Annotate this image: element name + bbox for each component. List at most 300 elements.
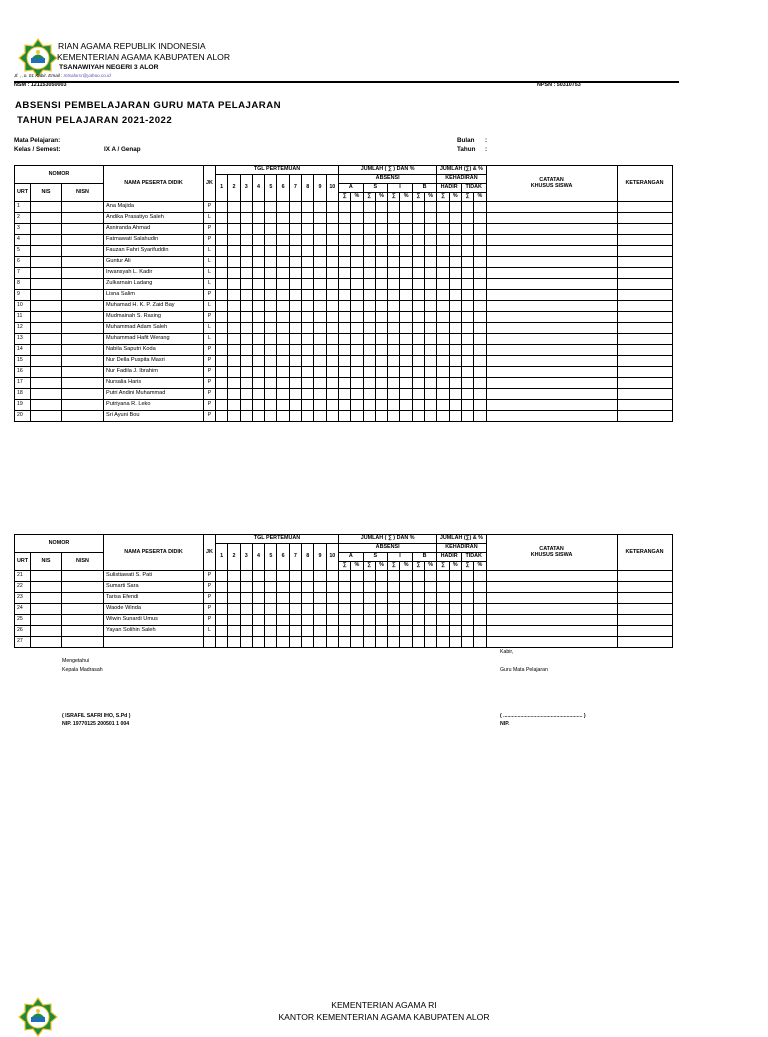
row-attendance-cell	[240, 411, 252, 422]
row-attendance-cell	[375, 604, 387, 615]
row-gender: P	[204, 400, 216, 411]
row-attendance-cell	[228, 257, 240, 268]
row-number: 16	[15, 367, 31, 378]
row-attendance-cell	[412, 411, 424, 422]
next-page-line1: KEMENTERIAN AGAMA RI	[331, 1000, 437, 1010]
row-nis	[31, 202, 62, 213]
header-keterangan: KETERANGAN	[617, 535, 672, 571]
row-attendance-cell	[289, 593, 301, 604]
row-remarks	[617, 571, 672, 582]
header-meeting-4: 4	[252, 544, 264, 571]
row-attendance-cell	[351, 235, 363, 246]
row-attendance-cell	[302, 378, 314, 389]
row-attendance-cell	[412, 235, 424, 246]
row-nisn	[62, 615, 104, 626]
row-attendance-cell	[228, 334, 240, 345]
row-attendance-cell	[314, 400, 326, 411]
row-attendance-cell	[400, 389, 412, 400]
header-nisn: NISN	[62, 184, 104, 202]
row-attendance-cell	[474, 411, 486, 422]
row-student-name: Nur Della Puspita Masri	[104, 356, 204, 367]
row-attendance-cell	[314, 279, 326, 290]
table-row	[15, 257, 673, 268]
row-attendance-cell	[375, 637, 387, 648]
row-attendance-cell	[265, 411, 277, 422]
npsn-label: NPSN : 50310753	[537, 82, 581, 88]
row-notes	[486, 367, 617, 378]
row-attendance-cell	[425, 257, 437, 268]
row-attendance-cell	[216, 400, 228, 411]
row-attendance-cell	[400, 615, 412, 626]
row-attendance-cell	[265, 290, 277, 301]
row-attendance-cell	[216, 213, 228, 224]
header-catatan-line1: CATATAN	[539, 546, 564, 553]
row-nisn	[62, 235, 104, 246]
row-number: 20	[15, 411, 31, 422]
row-attendance-cell	[302, 224, 314, 235]
row-attendance-cell	[461, 312, 473, 323]
row-nisn	[62, 637, 104, 648]
row-attendance-cell	[425, 615, 437, 626]
row-attendance-cell	[228, 345, 240, 356]
row-attendance-cell	[437, 615, 449, 626]
signature-place: Kabir,	[500, 649, 514, 655]
row-student-name: Nursalia Haris	[104, 378, 204, 389]
row-attendance-cell	[326, 224, 338, 235]
row-attendance-cell	[314, 637, 326, 648]
table-row	[15, 202, 673, 213]
row-attendance-cell	[461, 301, 473, 312]
row-attendance-cell	[412, 334, 424, 345]
row-attendance-cell	[228, 290, 240, 301]
attendance-table-1	[14, 165, 673, 422]
row-attendance-cell	[351, 582, 363, 593]
row-attendance-cell	[228, 224, 240, 235]
header-meeting-9: 9	[314, 175, 326, 202]
row-attendance-cell	[228, 571, 240, 582]
row-gender: P	[204, 411, 216, 422]
row-attendance-cell	[449, 367, 461, 378]
row-gender: P	[204, 615, 216, 626]
row-attendance-cell	[277, 290, 289, 301]
row-attendance-cell	[388, 637, 400, 648]
row-nisn	[62, 356, 104, 367]
header-jumlah: JUMLAH ( ∑ ) DAN %	[338, 166, 436, 175]
row-nis	[31, 312, 62, 323]
row-attendance-cell	[474, 604, 486, 615]
row-nisn	[62, 626, 104, 637]
row-attendance-cell	[449, 213, 461, 224]
row-attendance-cell	[240, 593, 252, 604]
row-attendance-cell	[388, 582, 400, 593]
row-attendance-cell	[314, 290, 326, 301]
header-jumlah: JUMLAH ( ∑ ) DAN %	[338, 535, 436, 544]
row-attendance-cell	[363, 356, 375, 367]
row-gender: P	[204, 571, 216, 582]
row-attendance-cell	[265, 378, 277, 389]
row-attendance-cell	[216, 626, 228, 637]
row-attendance-cell	[252, 268, 264, 279]
row-attendance-cell	[425, 356, 437, 367]
table-row	[15, 213, 673, 224]
row-attendance-cell	[437, 312, 449, 323]
row-number: 14	[15, 345, 31, 356]
header-absen-s: S	[363, 553, 388, 562]
row-attendance-cell	[461, 246, 473, 257]
row-attendance-cell	[228, 367, 240, 378]
row-attendance-cell	[338, 367, 350, 378]
header-urt: URT	[15, 553, 31, 571]
row-attendance-cell	[314, 312, 326, 323]
row-attendance-cell	[375, 615, 387, 626]
row-notes	[486, 334, 617, 345]
row-attendance-cell	[252, 257, 264, 268]
row-remarks	[617, 290, 672, 301]
row-nisn	[62, 345, 104, 356]
row-attendance-cell	[412, 279, 424, 290]
row-notes	[486, 593, 617, 604]
signature-teacher-title: Guru Mata Pelajaran	[500, 667, 548, 673]
row-attendance-cell	[289, 378, 301, 389]
row-attendance-cell	[277, 389, 289, 400]
row-attendance-cell	[425, 400, 437, 411]
row-attendance-cell	[400, 323, 412, 334]
row-attendance-cell	[461, 213, 473, 224]
row-attendance-cell	[216, 290, 228, 301]
row-attendance-cell	[228, 356, 240, 367]
row-notes	[486, 571, 617, 582]
letterhead-address	[14, 73, 111, 78]
row-attendance-cell	[425, 389, 437, 400]
header-sigma: ∑	[363, 193, 375, 202]
table-row	[15, 367, 673, 378]
row-attendance-cell	[388, 389, 400, 400]
header-nis: NIS	[31, 553, 62, 571]
row-attendance-cell	[228, 411, 240, 422]
row-attendance-cell	[240, 615, 252, 626]
row-attendance-cell	[216, 202, 228, 213]
header-percent: %	[351, 193, 363, 202]
header-sigma: ∑	[363, 562, 375, 571]
row-nis	[31, 235, 62, 246]
row-attendance-cell	[363, 400, 375, 411]
row-student-name: Sulistiawati S. Pati	[104, 571, 204, 582]
row-notes	[486, 626, 617, 637]
row-nis	[31, 257, 62, 268]
row-attendance-cell	[449, 637, 461, 648]
header-absen-b: B	[412, 184, 437, 193]
row-attendance-cell	[314, 356, 326, 367]
row-nis	[31, 301, 62, 312]
row-attendance-cell	[461, 235, 473, 246]
row-attendance-cell	[351, 389, 363, 400]
row-attendance-cell	[351, 593, 363, 604]
row-nis	[31, 389, 62, 400]
header-sigma: ∑	[338, 562, 350, 571]
row-attendance-cell	[265, 604, 277, 615]
row-attendance-cell	[474, 593, 486, 604]
header-sigma: ∑	[338, 193, 350, 202]
header-absen-i: I	[388, 184, 413, 193]
row-nisn	[62, 334, 104, 345]
row-attendance-cell	[338, 400, 350, 411]
row-attendance-cell	[474, 345, 486, 356]
row-nis	[31, 367, 62, 378]
row-attendance-cell	[351, 290, 363, 301]
row-attendance-cell	[252, 323, 264, 334]
row-number: 8	[15, 279, 31, 290]
row-student-name: Ana Majida	[104, 202, 204, 213]
row-nisn	[62, 411, 104, 422]
row-attendance-cell	[289, 246, 301, 257]
row-attendance-cell	[265, 356, 277, 367]
row-attendance-cell	[375, 389, 387, 400]
row-attendance-cell	[265, 279, 277, 290]
row-attendance-cell	[326, 367, 338, 378]
table-row	[15, 312, 673, 323]
ministry-logo	[18, 38, 58, 78]
row-attendance-cell	[338, 411, 350, 422]
row-attendance-cell	[375, 235, 387, 246]
header-kehadiran: KEHADIRAN	[437, 175, 486, 184]
row-gender: L	[204, 626, 216, 637]
row-number: 24	[15, 604, 31, 615]
row-attendance-cell	[216, 312, 228, 323]
row-attendance-cell	[338, 290, 350, 301]
row-attendance-cell	[425, 637, 437, 648]
row-attendance-cell	[302, 246, 314, 257]
row-attendance-cell	[400, 378, 412, 389]
header-sigma: ∑	[388, 193, 400, 202]
row-attendance-cell	[302, 268, 314, 279]
row-attendance-cell	[388, 323, 400, 334]
row-attendance-cell	[326, 571, 338, 582]
row-attendance-cell	[228, 235, 240, 246]
row-attendance-cell	[449, 411, 461, 422]
header-meeting-2: 2	[228, 175, 240, 202]
row-attendance-cell	[375, 593, 387, 604]
row-attendance-cell	[351, 571, 363, 582]
row-attendance-cell	[351, 323, 363, 334]
table-row	[15, 334, 673, 345]
row-attendance-cell	[375, 400, 387, 411]
row-attendance-cell	[265, 334, 277, 345]
row-attendance-cell	[252, 345, 264, 356]
row-attendance-cell	[277, 582, 289, 593]
row-nis	[31, 290, 62, 301]
row-remarks	[617, 626, 672, 637]
row-nisn	[62, 268, 104, 279]
row-attendance-cell	[425, 323, 437, 334]
header-percent: %	[375, 193, 387, 202]
row-attendance-cell	[437, 301, 449, 312]
row-student-name: Lisna Salim	[104, 290, 204, 301]
row-nisn	[62, 367, 104, 378]
row-attendance-cell	[425, 378, 437, 389]
row-attendance-cell	[351, 367, 363, 378]
row-student-name: Guntur Ali	[104, 257, 204, 268]
header-sigma: ∑	[412, 193, 424, 202]
row-attendance-cell	[351, 411, 363, 422]
row-notes	[486, 246, 617, 257]
row-gender: P	[204, 604, 216, 615]
row-attendance-cell	[289, 411, 301, 422]
row-attendance-cell	[474, 615, 486, 626]
row-remarks	[617, 593, 672, 604]
row-nisn	[62, 257, 104, 268]
row-remarks	[617, 582, 672, 593]
row-attendance-cell	[265, 323, 277, 334]
row-attendance-cell	[425, 202, 437, 213]
row-attendance-cell	[277, 356, 289, 367]
row-attendance-cell	[252, 290, 264, 301]
row-gender: L	[204, 257, 216, 268]
row-attendance-cell	[474, 356, 486, 367]
row-attendance-cell	[265, 571, 277, 582]
row-attendance-cell	[314, 257, 326, 268]
row-number: 11	[15, 312, 31, 323]
row-attendance-cell	[400, 268, 412, 279]
row-attendance-cell	[265, 246, 277, 257]
row-attendance-cell	[216, 257, 228, 268]
header-percent: %	[474, 193, 486, 202]
row-attendance-cell	[449, 356, 461, 367]
row-attendance-cell	[314, 213, 326, 224]
row-attendance-cell	[437, 571, 449, 582]
row-attendance-cell	[400, 257, 412, 268]
row-gender: P	[204, 389, 216, 400]
row-attendance-cell	[375, 312, 387, 323]
row-remarks	[617, 334, 672, 345]
row-nis	[31, 224, 62, 235]
row-attendance-cell	[216, 334, 228, 345]
row-remarks	[617, 235, 672, 246]
row-attendance-cell	[240, 290, 252, 301]
header-nomor: NOMOR	[15, 166, 104, 184]
row-attendance-cell	[449, 615, 461, 626]
header-percent: %	[425, 562, 437, 571]
row-attendance-cell	[400, 593, 412, 604]
header-catatan-line2: KHUSUS SISWA	[530, 551, 573, 558]
row-attendance-cell	[437, 400, 449, 411]
row-gender: L	[204, 323, 216, 334]
row-attendance-cell	[375, 378, 387, 389]
row-nis	[31, 604, 62, 615]
header-jumlah-kehadiran: JUMLAH (∑) & %	[437, 535, 486, 544]
row-attendance-cell	[412, 323, 424, 334]
header-percent: %	[474, 562, 486, 571]
table-row	[15, 626, 673, 637]
row-attendance-cell	[326, 301, 338, 312]
header-percent: %	[400, 193, 412, 202]
row-attendance-cell	[277, 345, 289, 356]
email-link[interactable]: mtsalorsr@yahoo.co.id	[63, 73, 111, 78]
month-label: Bulan	[457, 137, 475, 144]
row-attendance-cell	[289, 571, 301, 582]
row-attendance-cell	[437, 582, 449, 593]
row-attendance-cell	[228, 323, 240, 334]
row-attendance-cell	[437, 593, 449, 604]
row-attendance-cell	[314, 411, 326, 422]
row-attendance-cell	[363, 604, 375, 615]
row-attendance-cell	[461, 604, 473, 615]
row-attendance-cell	[326, 246, 338, 257]
header-meeting-5: 5	[265, 175, 277, 202]
row-attendance-cell	[449, 626, 461, 637]
row-attendance-cell	[461, 637, 473, 648]
row-nis	[31, 356, 62, 367]
row-attendance-cell	[289, 345, 301, 356]
row-attendance-cell	[240, 246, 252, 257]
row-attendance-cell	[351, 312, 363, 323]
row-attendance-cell	[363, 582, 375, 593]
row-attendance-cell	[216, 323, 228, 334]
document-title: ABSENSI PEMBELAJARAN GURU MATA PELAJARAN	[15, 100, 282, 111]
row-attendance-cell	[265, 257, 277, 268]
row-attendance-cell	[240, 626, 252, 637]
row-attendance-cell	[277, 202, 289, 213]
row-attendance-cell	[461, 345, 473, 356]
row-attendance-cell	[338, 637, 350, 648]
row-attendance-cell	[351, 213, 363, 224]
row-attendance-cell	[314, 323, 326, 334]
row-attendance-cell	[437, 604, 449, 615]
header-jumlah-kehadiran: JUMLAH (∑) & %	[437, 166, 486, 175]
row-nisn	[62, 582, 104, 593]
row-attendance-cell	[240, 323, 252, 334]
row-nisn	[62, 593, 104, 604]
row-attendance-cell	[400, 246, 412, 257]
row-attendance-cell	[338, 213, 350, 224]
row-attendance-cell	[265, 213, 277, 224]
header-meeting-1: 1	[216, 175, 228, 202]
row-notes	[486, 637, 617, 648]
header-percent: %	[425, 193, 437, 202]
row-gender: P	[204, 378, 216, 389]
header-absen-b: B	[412, 553, 437, 562]
row-attendance-cell	[302, 345, 314, 356]
row-attendance-cell	[338, 246, 350, 257]
header-meeting-5: 5	[265, 544, 277, 571]
row-attendance-cell	[326, 213, 338, 224]
row-attendance-cell	[375, 257, 387, 268]
row-attendance-cell	[474, 400, 486, 411]
row-attendance-cell	[388, 378, 400, 389]
row-attendance-cell	[277, 571, 289, 582]
row-attendance-cell	[388, 290, 400, 301]
row-number: 12	[15, 323, 31, 334]
row-attendance-cell	[412, 290, 424, 301]
row-attendance-cell	[228, 279, 240, 290]
header-meeting-2: 2	[228, 544, 240, 571]
row-attendance-cell	[265, 400, 277, 411]
row-attendance-cell	[289, 213, 301, 224]
row-attendance-cell	[302, 615, 314, 626]
row-attendance-cell	[216, 246, 228, 257]
row-attendance-cell	[425, 604, 437, 615]
header-nisn: NISN	[62, 553, 104, 571]
row-attendance-cell	[240, 367, 252, 378]
row-attendance-cell	[412, 202, 424, 213]
row-attendance-cell	[265, 268, 277, 279]
row-attendance-cell	[314, 301, 326, 312]
row-student-name: Muhammad Adam Saleh	[104, 323, 204, 334]
row-attendance-cell	[240, 389, 252, 400]
row-attendance-cell	[449, 224, 461, 235]
header-absensi: ABSENSI	[338, 175, 436, 184]
row-attendance-cell	[326, 279, 338, 290]
row-number: 17	[15, 378, 31, 389]
